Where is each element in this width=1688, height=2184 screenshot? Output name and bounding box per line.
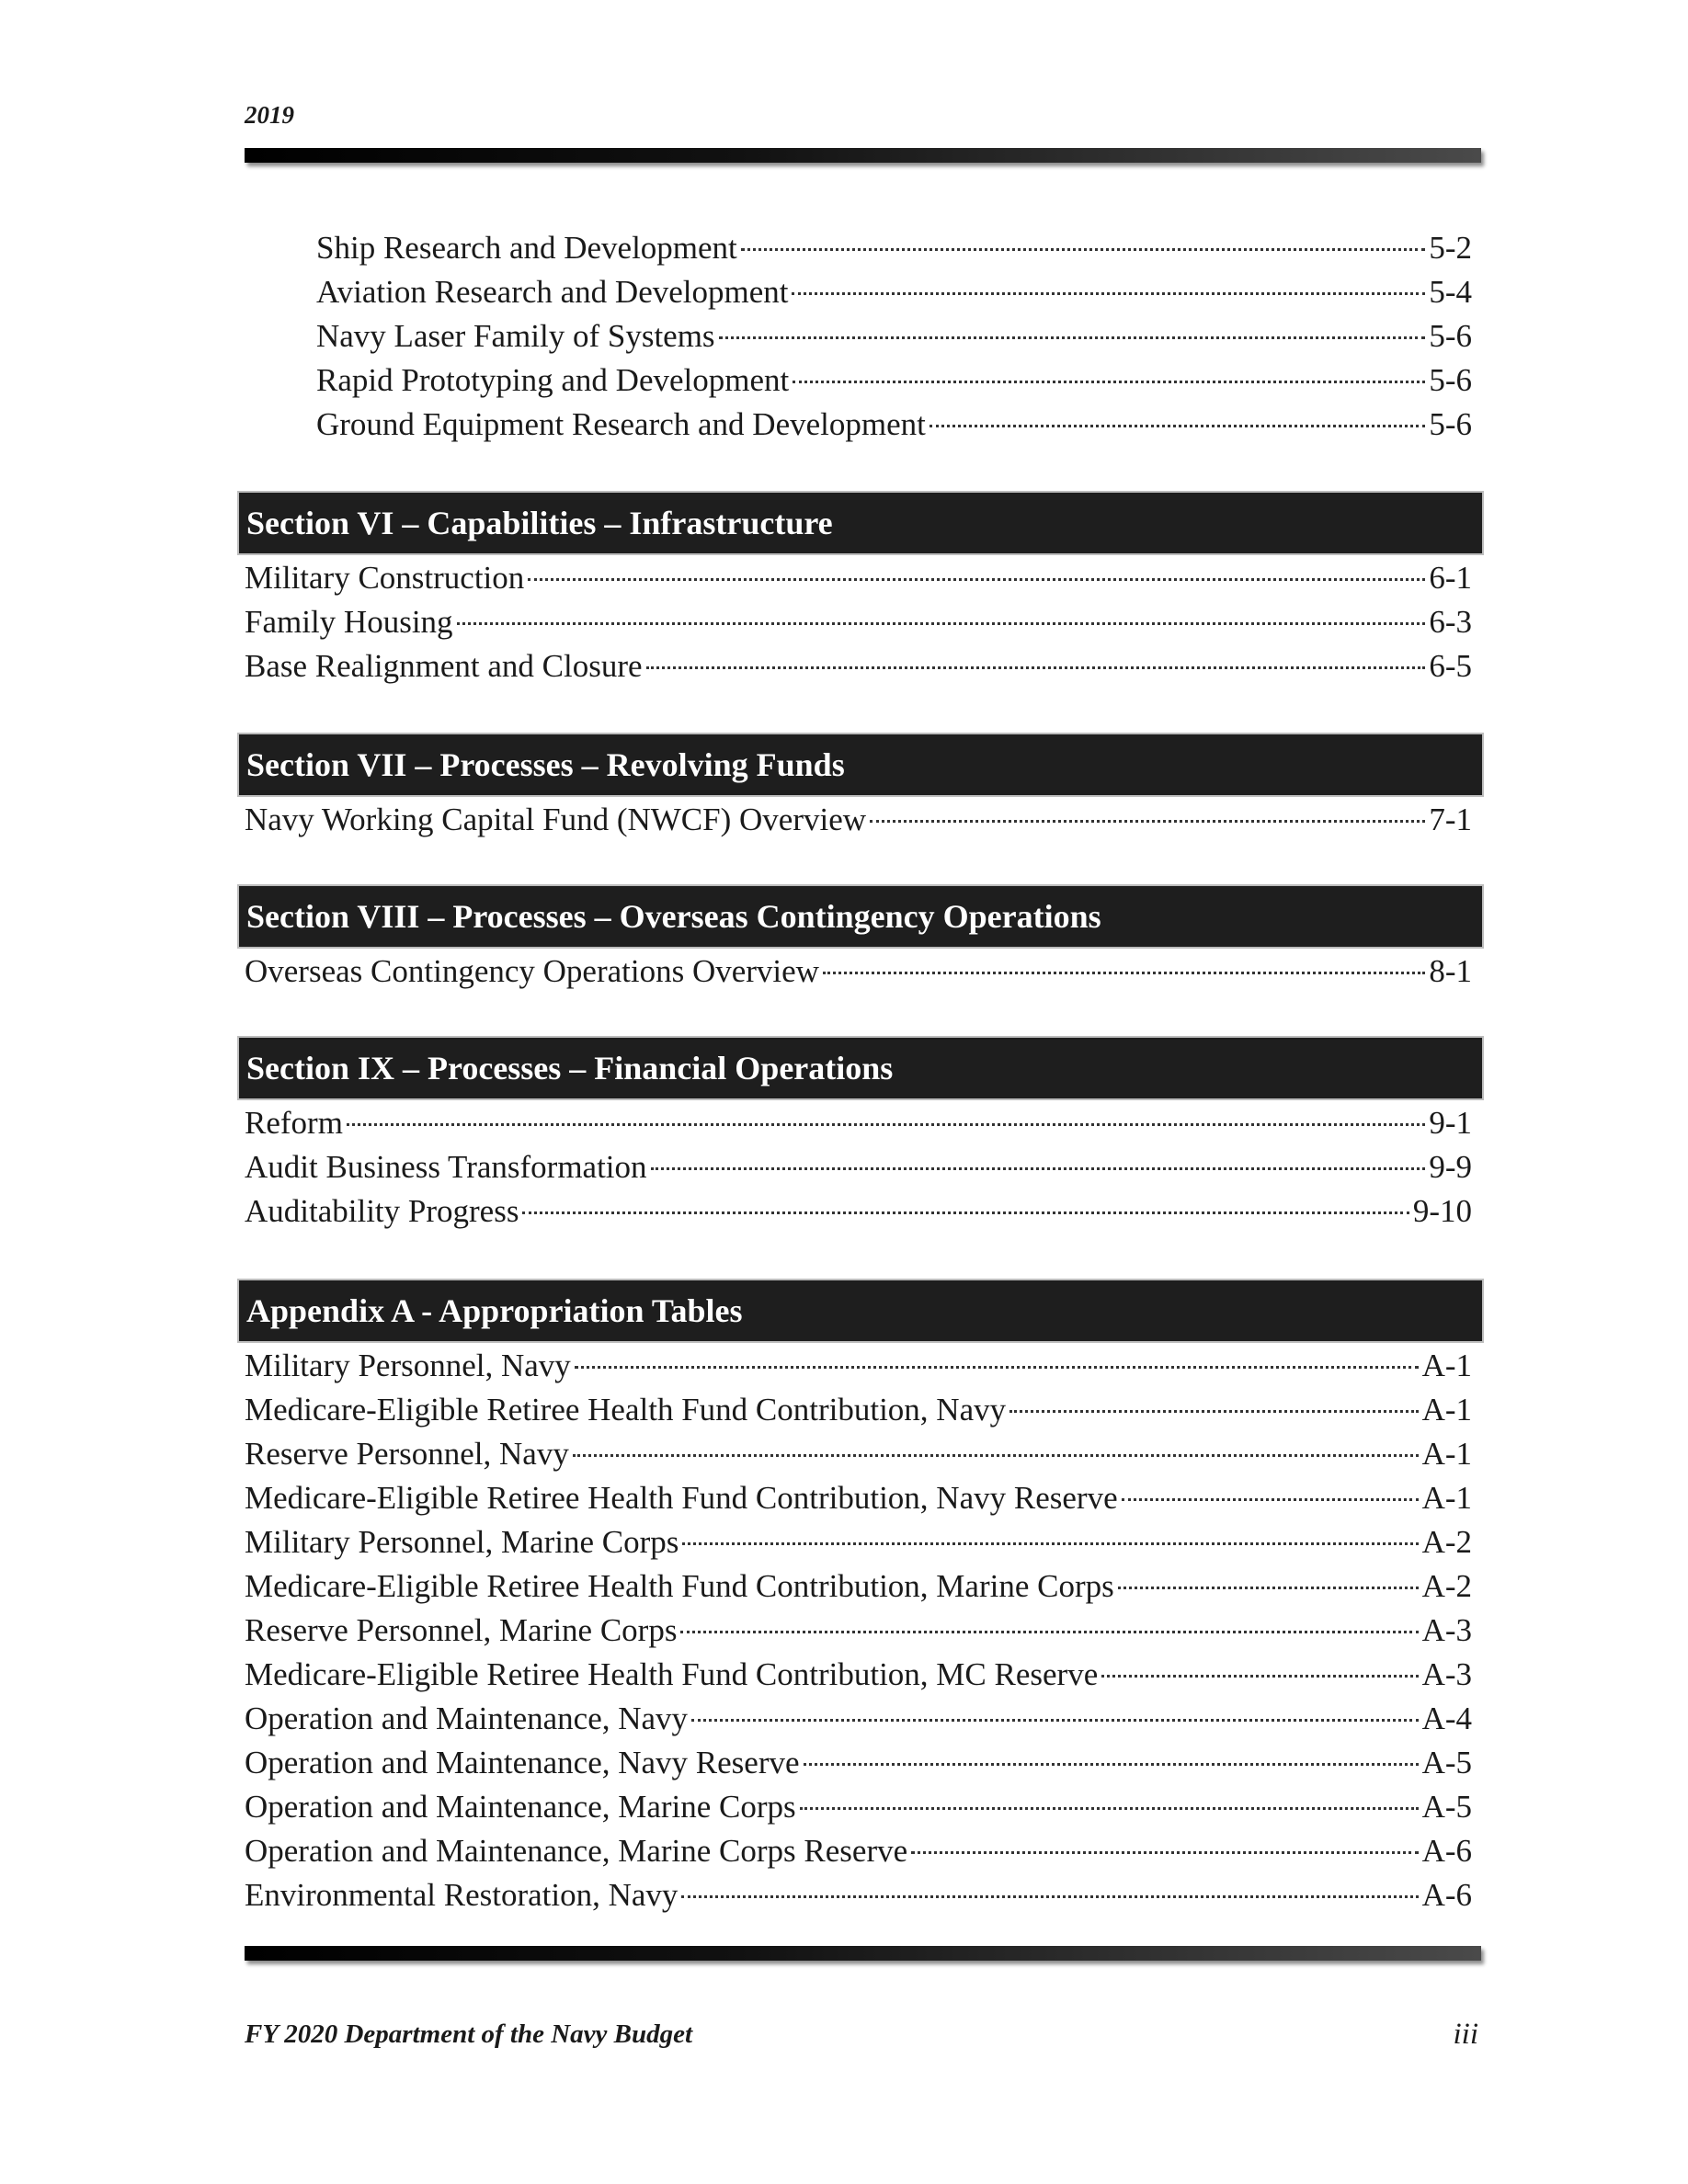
toc-entry-title: Operation and Maintenance, Navy [245, 1701, 689, 1736]
toc-entry-title: Medicare-Eligible Retiree Health Fund Contribution, Marine Corps [245, 1568, 1114, 1604]
toc-entry-page: 6-1 [1429, 560, 1472, 596]
section-heading-ix: Section IX – Processes – Financial Operations [239, 1038, 1482, 1098]
toc-entry-title: Auditability Progress [245, 1193, 519, 1229]
toc-section8-list [245, 950, 1481, 994]
toc-entry-page: 7-1 [1429, 802, 1472, 837]
toc-entry[interactable] [245, 556, 1481, 600]
toc-entry-page: A-1 [1421, 1392, 1472, 1428]
toc-entry-title: Audit Business Transformation [245, 1149, 647, 1185]
toc-entry[interactable] [245, 314, 1481, 358]
toc-entry-title: Reserve Personnel, Marine Corps [245, 1612, 678, 1648]
toc-entry-title: Overseas Contingency Operations Overview [245, 953, 819, 989]
toc-entry-page: 5-6 [1429, 318, 1472, 354]
toc-entry[interactable] [245, 1101, 1481, 1145]
toc-entry-page: A-3 [1421, 1656, 1472, 1692]
toc-entry-title: Military Personnel, Marine Corps [245, 1524, 679, 1560]
toc-entry-page: 5-6 [1429, 406, 1472, 442]
toc-entry-page: 9-10 [1412, 1193, 1472, 1229]
toc-section5-list [245, 226, 1481, 447]
toc-entry-page: A-1 [1421, 1436, 1472, 1472]
toc-entry-page: A-5 [1421, 1745, 1472, 1780]
toc-entry[interactable] [245, 644, 1481, 688]
toc-entry-title: Ship Research and Development [316, 230, 737, 266]
toc-entry-title: Military Construction [245, 560, 525, 596]
toc-entry-page: A-1 [1421, 1348, 1472, 1383]
toc-section6-list [245, 556, 1481, 688]
toc-entry-page: A-6 [1421, 1833, 1472, 1869]
toc-entry-page: A-4 [1421, 1701, 1472, 1736]
toc-entry-title: Reserve Personnel, Navy [245, 1436, 569, 1472]
section-heading-vii: Section VII – Processes – Revolving Funds [239, 734, 1482, 795]
toc-entry-title: Navy Working Capital Fund (NWCF) Overview [245, 802, 867, 837]
toc-entry-page: A-1 [1421, 1480, 1472, 1516]
toc-entry[interactable] [245, 1609, 1481, 1653]
toc-entry[interactable] [245, 1785, 1481, 1829]
toc-entry[interactable] [245, 1520, 1481, 1564]
toc-entry-title: Medicare-Eligible Retiree Health Fund Contribution, Navy Reserve [245, 1480, 1118, 1516]
toc-entry-page: 9-9 [1429, 1149, 1472, 1185]
section-heading-appendix-a: Appendix A - Appropriation Tables [239, 1280, 1482, 1341]
toc-entry-title: Base Realignment and Closure [245, 648, 643, 684]
header-rule [245, 148, 1481, 163]
toc-entry[interactable] [245, 403, 1481, 447]
toc-entry-title: Reform [245, 1105, 343, 1141]
toc-entry-page: A-5 [1421, 1789, 1472, 1825]
toc-entry-page: 5-6 [1429, 362, 1472, 398]
toc-entry[interactable] [245, 1829, 1481, 1873]
toc-entry-title: Operation and Maintenance, Navy Reserve [245, 1745, 800, 1780]
toc-entry[interactable] [245, 600, 1481, 644]
toc-entry[interactable] [245, 1741, 1481, 1785]
toc-entry[interactable] [245, 1189, 1481, 1234]
toc-entry-title: Medicare-Eligible Retiree Health Fund Contribution, Navy [245, 1392, 1007, 1428]
toc-entry-page: 5-2 [1429, 230, 1472, 266]
footer-page-number: iii [1453, 2018, 1478, 2051]
toc-entry-page: 8-1 [1429, 953, 1472, 989]
toc-entry-page: 6-3 [1429, 604, 1472, 640]
toc-entry[interactable] [245, 798, 1481, 842]
toc-entry[interactable] [245, 1432, 1481, 1476]
section-heading-vi: Section VI – Capabilities – Infrastructure [239, 493, 1482, 553]
toc-entry[interactable] [245, 950, 1481, 994]
toc-entry-title: Navy Laser Family of Systems [316, 318, 715, 354]
toc-entry-page: A-6 [1421, 1877, 1472, 1913]
toc-appendix-a-list [245, 1344, 1481, 1917]
toc-entry[interactable] [245, 1388, 1481, 1432]
toc-entry[interactable] [245, 1653, 1481, 1697]
toc-entry-title: Military Personnel, Navy [245, 1348, 571, 1383]
toc-entry-page: 5-4 [1429, 274, 1472, 310]
toc-entry-title: Environmental Restoration, Navy [245, 1877, 679, 1913]
toc-entry[interactable] [245, 1697, 1481, 1741]
toc-entry-title: Aviation Research and Development [316, 274, 789, 310]
section-heading-viii: Section VIII – Processes – Overseas Contingency Operations [239, 886, 1482, 947]
header-year: 2019 [245, 101, 294, 129]
toc-entry[interactable] [245, 1344, 1481, 1388]
toc-entry[interactable] [245, 270, 1481, 314]
footer-document-title: FY 2020 Department of the Navy Budget [245, 2019, 693, 2049]
toc-entry[interactable] [245, 1873, 1481, 1917]
toc-entry-title: Operation and Maintenance, Marine Corps Reserve [245, 1833, 908, 1869]
toc-entry-page: 6-5 [1429, 648, 1472, 684]
toc-entry[interactable] [245, 1564, 1481, 1609]
toc-entry-title: Rapid Prototyping and Development [316, 362, 790, 398]
toc-entry[interactable] [245, 358, 1481, 403]
toc-entry-title: Operation and Maintenance, Marine Corps [245, 1789, 796, 1825]
toc-entry-title: Ground Equipment Research and Development [316, 406, 926, 442]
toc-entry-title: Family Housing [245, 604, 453, 640]
toc-entry-page: A-3 [1421, 1612, 1472, 1648]
toc-entry[interactable] [245, 226, 1481, 270]
toc-entry-page: 9-1 [1429, 1105, 1472, 1141]
toc-entry[interactable] [245, 1145, 1481, 1189]
toc-entry-page: A-2 [1421, 1568, 1472, 1604]
toc-entry[interactable] [245, 1476, 1481, 1520]
toc-entry-page: A-2 [1421, 1524, 1472, 1560]
toc-entry-title: Medicare-Eligible Retiree Health Fund Contribution, MC Reserve [245, 1656, 1099, 1692]
footer-rule [245, 1946, 1481, 1961]
toc-section7-list [245, 798, 1481, 842]
toc-section9-list [245, 1101, 1481, 1234]
